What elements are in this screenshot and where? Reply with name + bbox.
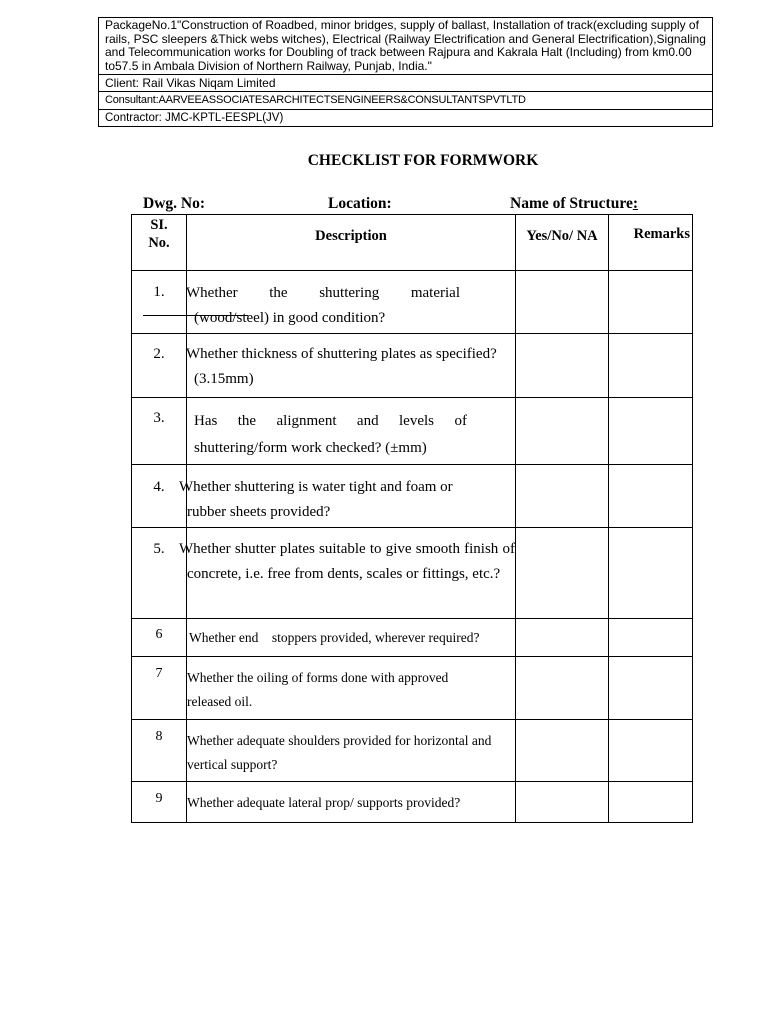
word: levels — [399, 413, 435, 429]
yes-no-na-cell[interactable] — [516, 528, 609, 619]
row-description: Whether adequate shoulders provided for horizontal and vertical support? — [187, 720, 516, 782]
row-number: 2. — [132, 334, 187, 398]
header-remarks: Remarks — [609, 215, 693, 271]
row-description — [187, 271, 516, 334]
client-line: Client: Rail Vikas Niqam Limited — [99, 75, 712, 92]
remarks-cell[interactable] — [609, 271, 693, 334]
yes-no-na-cell[interactable] — [516, 720, 609, 782]
word: Whether — [186, 285, 238, 301]
row-number: 7 — [132, 657, 187, 720]
table-row — [132, 720, 693, 782]
word: the — [269, 285, 288, 301]
header-yes-no-na: Yes/No/ NA — [516, 215, 609, 271]
remarks-cell[interactable] — [609, 398, 693, 465]
package-description: PackageNo.1"Construction of Roadbed, minor bridges, supply of ballast, Installation of track(excluding supply of rails, PSC sleepers &Thick webs witches), Electrical (Railway Electrification and General Electrification),Signaling and Telecommunication works for Doubling of track between Rajpura and Kakrala Halt (Including) from km0.00 to57.5 in Ambala Division of Northern Railway, Punjab, India." — [99, 18, 712, 75]
drawing-number-label: Dwg. No: — [143, 195, 205, 212]
header-sl-line1: SI. — [150, 217, 168, 233]
table-header-row — [132, 215, 693, 271]
contractor-line: Contractor: JMC-KPTL-EESPL(JV) — [105, 112, 284, 124]
row-number: 4. — [132, 465, 187, 528]
row-number: 8 — [132, 720, 187, 782]
row-description-line1 — [186, 281, 515, 306]
yes-no-na-cell[interactable] — [516, 619, 609, 657]
row-number: 9 — [132, 782, 187, 823]
row-number: 5. — [132, 528, 187, 619]
header-sl-line2: No. — [148, 235, 170, 251]
table-row — [132, 271, 693, 334]
yes-no-na-cell[interactable] — [516, 657, 609, 720]
row-number: 6 — [132, 619, 187, 657]
word: shuttering — [319, 285, 380, 301]
row-description: Whether shuttering is water tight and foam or rubber sheets provided? — [187, 465, 516, 528]
table-row — [132, 528, 693, 619]
remarks-cell[interactable] — [609, 720, 693, 782]
word: the — [237, 413, 257, 429]
row-number: 1. — [132, 271, 187, 334]
document-title: CHECKLIST FOR FORMWORK — [307, 152, 539, 169]
table-row — [132, 398, 693, 465]
row-description — [187, 398, 516, 465]
remarks-cell[interactable] — [609, 465, 693, 528]
consultant-line: Consultant:AARVEEASSOCIATESARCHITECTSENGINEERS&CONSULTANTSPVTLTD — [99, 92, 712, 110]
word: material — [410, 285, 460, 301]
table-row — [132, 782, 693, 823]
row-description-line2: (wood/steel) in good condition? — [194, 310, 386, 326]
row-number: 3. — [132, 398, 187, 465]
word: of — [454, 413, 467, 429]
yes-no-na-cell[interactable] — [516, 465, 609, 528]
header-description: Description — [187, 215, 516, 271]
row-description: Whether thickness of shuttering plates as specified? (3.15mm) — [187, 334, 516, 398]
location-label: Location: — [328, 195, 392, 212]
strikethrough-mark — [143, 315, 248, 316]
row-description-line1 — [187, 408, 515, 435]
structure-name-label — [510, 195, 638, 213]
row-description: Whether shutter plates suitable to give smooth finish of concrete, i.e. free from dents, scales or fittings, etc.? — [187, 528, 516, 619]
word: Has — [194, 413, 218, 429]
row-description: Whether adequate lateral prop/ supports provided? — [187, 782, 516, 823]
remarks-cell[interactable] — [609, 528, 693, 619]
yes-no-na-cell[interactable] — [516, 271, 609, 334]
row-description-line2: shuttering/form work checked? (±mm) — [194, 440, 427, 456]
header-serial-number — [132, 215, 187, 271]
row-description: Whether the oiling of forms done with approved released oil. — [187, 657, 516, 720]
remarks-cell[interactable] — [609, 657, 693, 720]
table-row — [132, 334, 693, 398]
remarks-cell[interactable] — [609, 782, 693, 823]
remarks-cell[interactable] — [609, 619, 693, 657]
formwork-checklist-table — [131, 214, 693, 823]
table-row — [132, 465, 693, 528]
table-row — [132, 657, 693, 720]
structure-name-colon: : — [632, 195, 638, 212]
structure-name-text: Name of Structure — [510, 195, 633, 212]
row-description: Whether end stoppers provided, wherever required? — [187, 619, 516, 657]
table-row — [132, 619, 693, 657]
remarks-cell[interactable] — [609, 334, 693, 398]
yes-no-na-cell[interactable] — [516, 398, 609, 465]
project-header-box — [98, 17, 713, 127]
yes-no-na-cell[interactable] — [516, 782, 609, 823]
word: alignment — [276, 413, 337, 429]
word: and — [356, 413, 379, 429]
yes-no-na-cell[interactable] — [516, 334, 609, 398]
